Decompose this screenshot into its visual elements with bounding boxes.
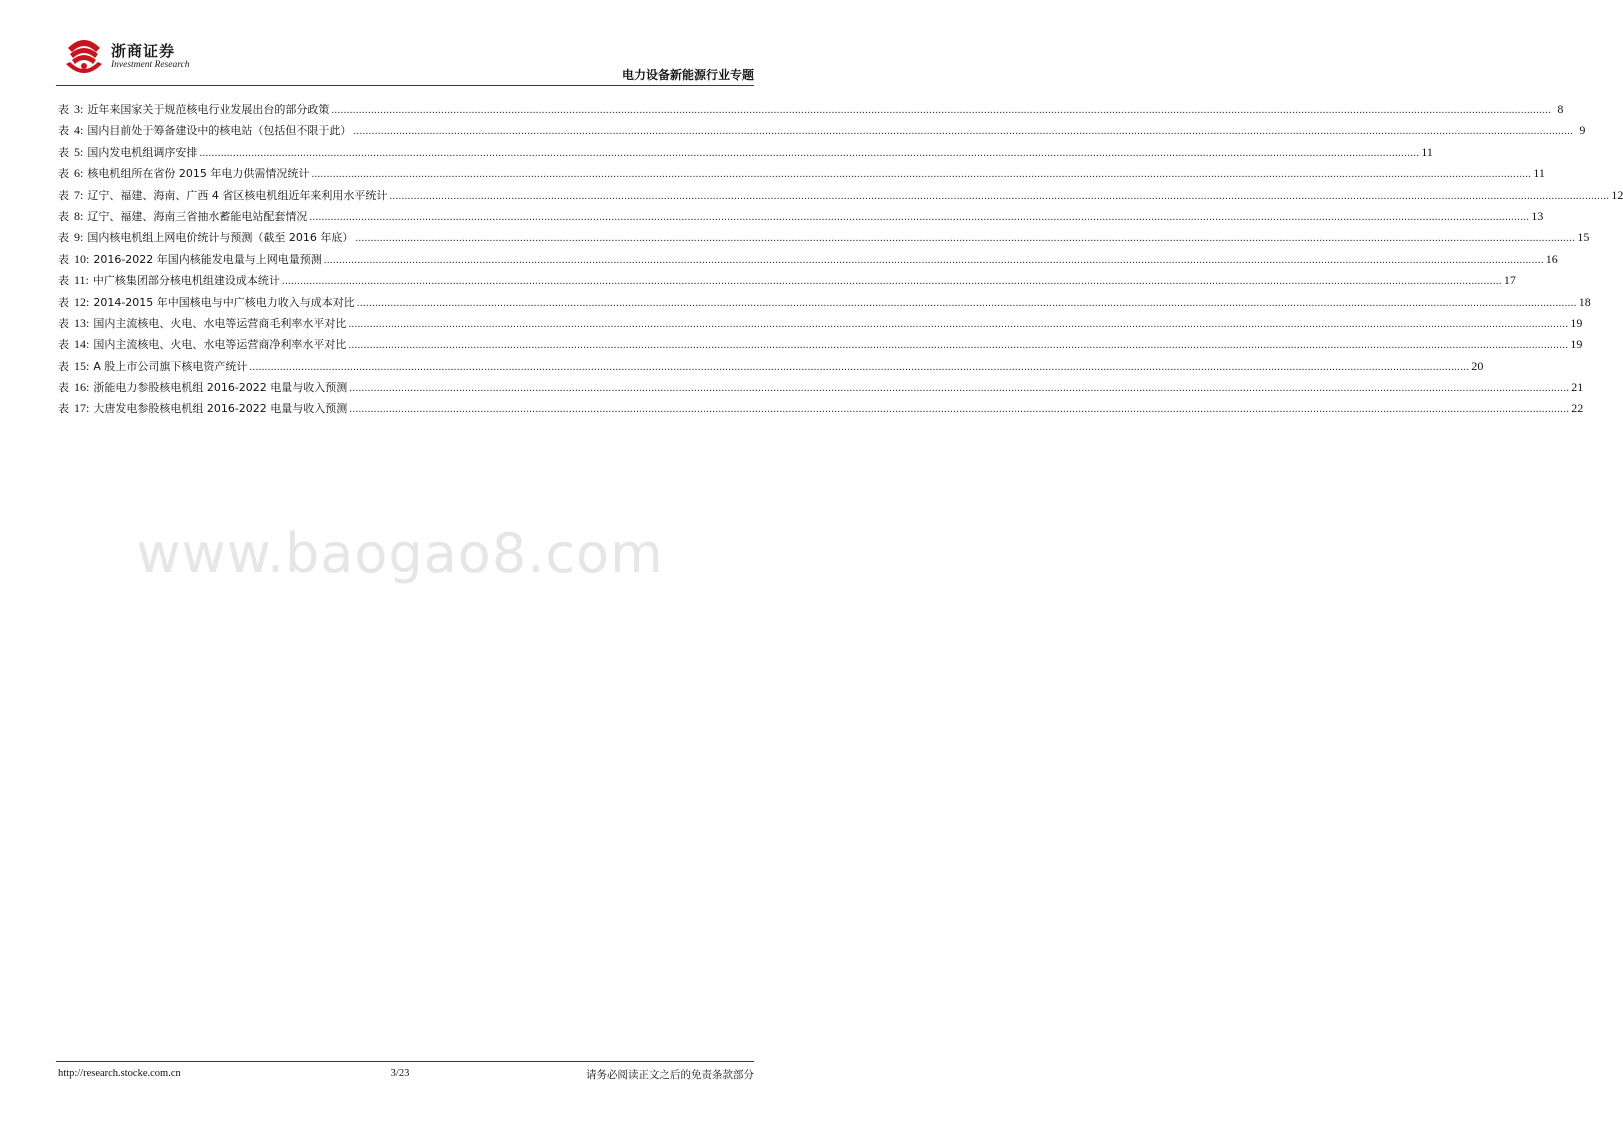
zheshang-securities-logo-icon (62, 36, 106, 78)
toc-entry-number: 8: (74, 208, 84, 223)
toc-entry-page: 19 (1570, 315, 1583, 330)
watermark: www.baogao8.com (136, 522, 664, 585)
toc-entry-number: 16: (74, 380, 90, 395)
toc-entry[interactable] (58, 163, 1545, 184)
toc-entry-page: 8 (1557, 102, 1564, 116)
header-divider (56, 85, 754, 86)
toc-entry-number: 3: (74, 102, 84, 116)
toc-entry-title: 浙能电力参股核电机组 2016-2022 电量与收入预测 (93, 381, 348, 395)
toc-entry[interactable] (58, 185, 1623, 206)
toc-dot-leader: ................................................................................................................................................................................................................................................................................................................................................................................................................ (199, 146, 1420, 159)
toc-entry-title: 辽宁、福建、海南、广西 4 省区核电机组近年来利用水平统计 (87, 188, 388, 202)
toc-entry-title: 大唐发电参股核电机组 2016-2022 电量与收入预测 (93, 402, 348, 416)
toc-entry-label: 表 (58, 231, 69, 245)
toc-dot-leader: ................................................................................................................................................................................................................................................................................................................................................................................................................ (249, 360, 1470, 373)
toc-dot-leader: ................................................................................................................................................................................................................................................................................................................................................................................................................ (349, 382, 1570, 395)
toc-entry[interactable] (58, 292, 1591, 313)
toc-entry-label: 表 (58, 359, 69, 373)
toc-dot-leader: ................................................................................................................................................................................................................................................................................................................................................................................................................ (348, 339, 1569, 352)
toc-dot-leader: ................................................................................................................................................................................................................................................................................................................................................................................................................ (309, 210, 1530, 223)
toc-entry-page: 15 (1577, 230, 1590, 245)
table-of-contents (58, 99, 1623, 420)
toc-entry-title: 中广核集团部分核电机组建设成本统计 (92, 274, 280, 288)
toc-entry[interactable] (58, 142, 1433, 163)
toc-entry-page: 13 (1531, 208, 1544, 223)
toc-entry-title: 近年来国家关于规范核电行业发展出台的部分政策 (87, 103, 330, 116)
toc-entry[interactable] (58, 398, 1584, 419)
toc-entry-label: 表 (58, 103, 69, 116)
toc-entry-number: 14: (74, 337, 90, 352)
toc-entry-number: 11: (74, 273, 89, 288)
footer-url-link[interactable]: http://research.stocke.com.cn (58, 1068, 181, 1079)
toc-entry[interactable] (58, 270, 1516, 291)
toc-entry-number: 13: (74, 315, 90, 330)
report-type-title: 电力设备新能源行业专题 (621, 68, 754, 82)
toc-entry-page: 17 (1503, 273, 1516, 288)
toc-dot-leader: ................................................................................................................................................................................................................................................................................................................................................................................................................ (355, 232, 1576, 245)
toc-entry-title: A 股上市公司旗下核电资产统计 (93, 359, 248, 373)
toc-entry-label: 表 (58, 188, 69, 202)
toc-entry-title: 2014-2015 年中国核电与中广核电力收入与成本对比 (93, 295, 355, 309)
toc-entry-label: 表 (58, 338, 69, 352)
toc-entry-number: 5: (74, 144, 84, 159)
toc-entry-number: 10: (74, 251, 90, 266)
toc-dot-leader: ................................................................................................................................................................................................................................................................................................................................................................................................................ (349, 403, 1570, 416)
toc-dot-leader: ................................................................................................................................................................................................................................................................................................................................................................................................................ (281, 275, 1502, 288)
toc-entry-title: 辽宁、福建、海南三省抽水蓄能电站配套情况 (87, 209, 308, 223)
toc-entry-page: 11 (1421, 144, 1433, 159)
toc-entry-label: 表 (58, 252, 69, 266)
toc-entry[interactable] (58, 249, 1558, 270)
page-header (0, 0, 800, 90)
toc-entry-page: 20 (1471, 358, 1484, 373)
toc-dot-leader: ................................................................................................................................................................................................................................................................................................................................................................................................................ (353, 125, 1574, 138)
toc-dot-leader: ................................................................................................................................................................................................................................................................................................................................................................................................................ (311, 168, 1532, 181)
toc-entry[interactable] (58, 334, 1583, 355)
toc-entry-label: 表 (58, 316, 69, 330)
toc-dot-leader: ................................................................................................................................................................................................................................................................................................................................................................................................................ (331, 104, 1552, 116)
toc-entry-page: 11 (1533, 166, 1545, 181)
toc-dot-leader: ................................................................................................................................................................................................................................................................................................................................................................................................................ (348, 317, 1569, 330)
toc-entry[interactable] (58, 313, 1583, 334)
toc-entry-title: 国内主流核电、火电、水电等运营商毛利率水平对比 (93, 316, 347, 330)
toc-entry-label: 表 (58, 145, 69, 159)
toc-entry-label: 表 (58, 124, 69, 138)
toc-entry-label: 表 (58, 295, 69, 309)
toc-dot-leader: ................................................................................................................................................................................................................................................................................................................................................................................................................ (356, 296, 1577, 309)
toc-entry-title: 国内核电机组上网电价统计与预测（截至 2016 年底） (87, 231, 354, 245)
toc-entry-title: 国内发电机组调序安排 (87, 145, 198, 159)
toc-dot-leader: ................................................................................................................................................................................................................................................................................................................................................................................................................ (389, 189, 1610, 202)
toc-entry-title: 国内目前处于筹备建设中的核电站（包括但不限于此） (87, 124, 352, 138)
toc-entry-number: 15: (74, 358, 90, 373)
toc-entry[interactable] (58, 377, 1584, 398)
toc-entry[interactable] (58, 99, 1564, 120)
toc-entry-label: 表 (58, 381, 69, 395)
brand-name-en: Investment Research (111, 60, 190, 70)
toc-entry[interactable] (58, 120, 1586, 141)
page-number: 3/23 (390, 1068, 410, 1079)
toc-entry[interactable] (58, 227, 1590, 248)
toc-entry-number: 6: (74, 166, 84, 181)
toc-entry-number: 7: (74, 187, 84, 202)
footer-disclaimer: 请务必阅读正文之后的免责条款部分 (586, 1069, 754, 1081)
toc-entry-number: 9: (74, 230, 84, 245)
toc-entry-title: 核电机组所在省份 2015 年电力供需情况统计 (87, 167, 310, 181)
toc-entry-label: 表 (58, 274, 69, 288)
toc-entry-page: 18 (1578, 294, 1591, 309)
brand-name-cn: 浙商证券 (111, 42, 176, 60)
toc-entry-label: 表 (58, 209, 69, 223)
toc-entry[interactable] (58, 356, 1484, 377)
toc-entry-title: 2016-2022 年国内核能发电量与上网电量预测 (93, 252, 322, 266)
toc-entry-page: 21 (1571, 380, 1584, 395)
toc-entry-page: 12 (1611, 187, 1623, 202)
toc-entry-page: 9 (1579, 123, 1586, 138)
toc-entry-page: 19 (1570, 337, 1583, 352)
toc-entry-page: 22 (1571, 401, 1584, 416)
toc-entry-title: 国内主流核电、火电、水电等运营商净利率水平对比 (93, 338, 347, 352)
toc-entry[interactable] (58, 206, 1544, 227)
toc-entry-label: 表 (58, 167, 69, 181)
toc-entry-label: 表 (58, 402, 69, 416)
toc-entry-page: 16 (1545, 251, 1558, 266)
toc-dot-leader: ................................................................................................................................................................................................................................................................................................................................................................................................................ (323, 253, 1544, 266)
toc-entry-number: 12: (74, 294, 90, 309)
toc-entry-number: 17: (74, 401, 90, 416)
footer-divider (56, 1061, 754, 1062)
toc-entry-number: 4: (74, 123, 84, 138)
